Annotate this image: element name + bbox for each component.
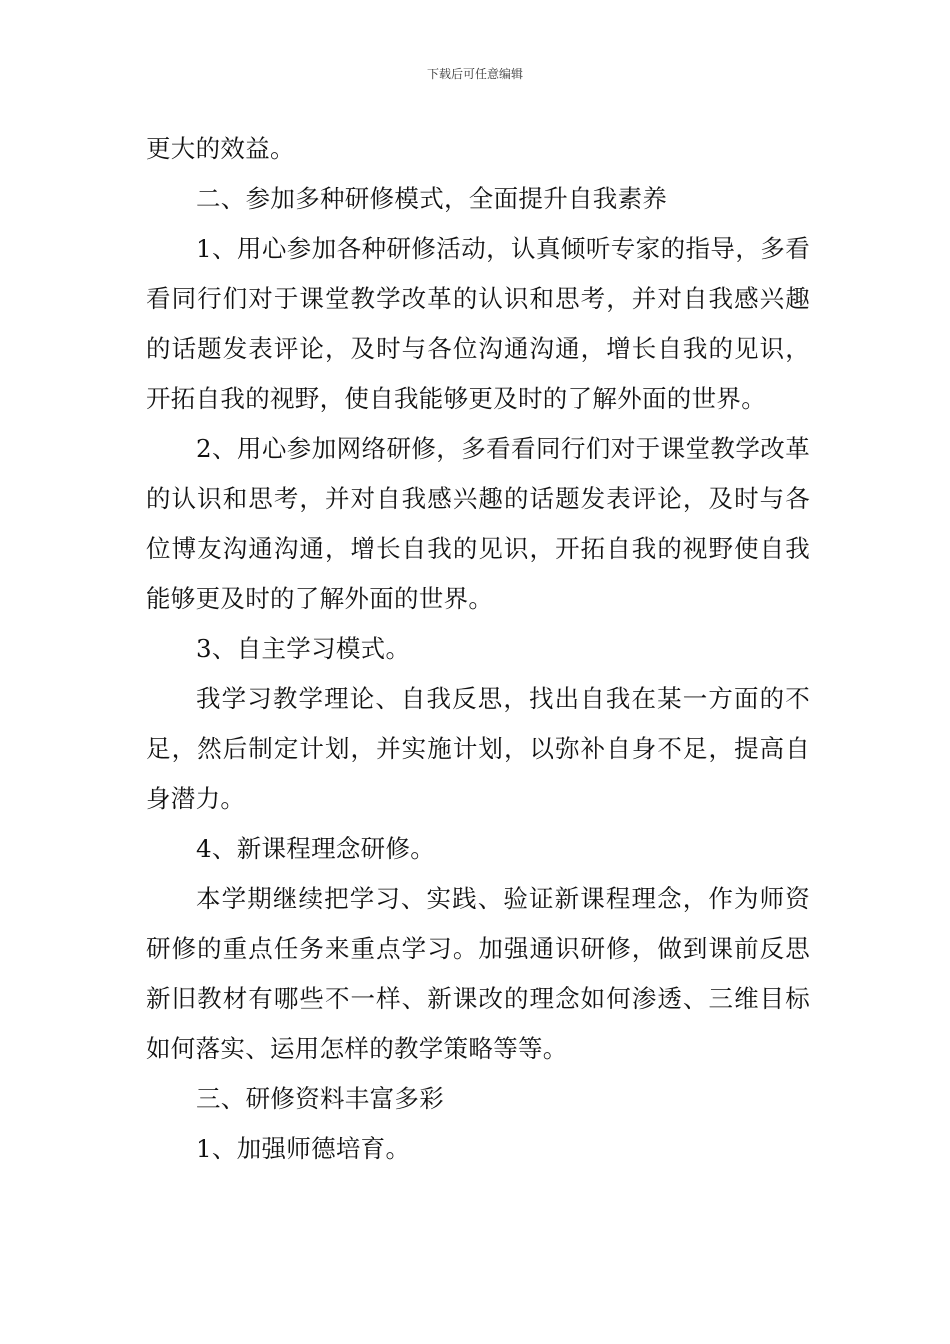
- section-heading-2: 二、参加多种研修模式，全面提升自我素养: [196, 184, 668, 213]
- paragraph-continuation: 更大的效益。: [146, 134, 295, 163]
- paragraph-item-4-heading: 4、新课程理念研修。: [196, 834, 436, 863]
- document-body: [146, 124, 810, 1174]
- paragraph-item-2: 2、用心参加网络研修，多看看同行们对于课堂教学改革的认识和思考，并对自我感兴趣的话题发表评论，及时与各位博友沟通沟通，增长自我的见识，开拓自我的视野使自我能够更及时的了解外面的世界。: [146, 434, 810, 613]
- page-header-note: 下载后可任意编辑: [426, 67, 523, 81]
- section-heading-3: 三、研修资料丰富多彩: [196, 1084, 444, 1113]
- paragraph-item-3-body: 我学习教学理论、自我反思，找出自我在某一方面的不足，然后制定计划，并实施计划，以弥补自身不足，提高自身潜力。: [146, 684, 810, 813]
- paragraph-item-3-heading: 3、自主学习模式。: [196, 634, 411, 663]
- paragraph-item-4-body: 本学期继续把学习、实践、验证新课程理念，作为师资研修的重点任务来重点学习。加强通识研修，做到课前反思新旧教材有哪些不一样、新课改的理念如何渗透、三维目标如何落实、运用怎样的教学策略等等。: [146, 884, 810, 1063]
- paragraph-item-1: 1、用心参加各种研修活动，认真倾听专家的指导，多看看同行们对于课堂教学改革的认识和思考，并对自我感兴趣的话题发表评论，及时与各位沟通沟通，增长自我的见识，开拓自我的视野，使自我能够更及时的了解外面的世界。: [146, 234, 810, 413]
- paragraph-section-3-item-1: 1、加强师德培育。: [196, 1134, 411, 1163]
